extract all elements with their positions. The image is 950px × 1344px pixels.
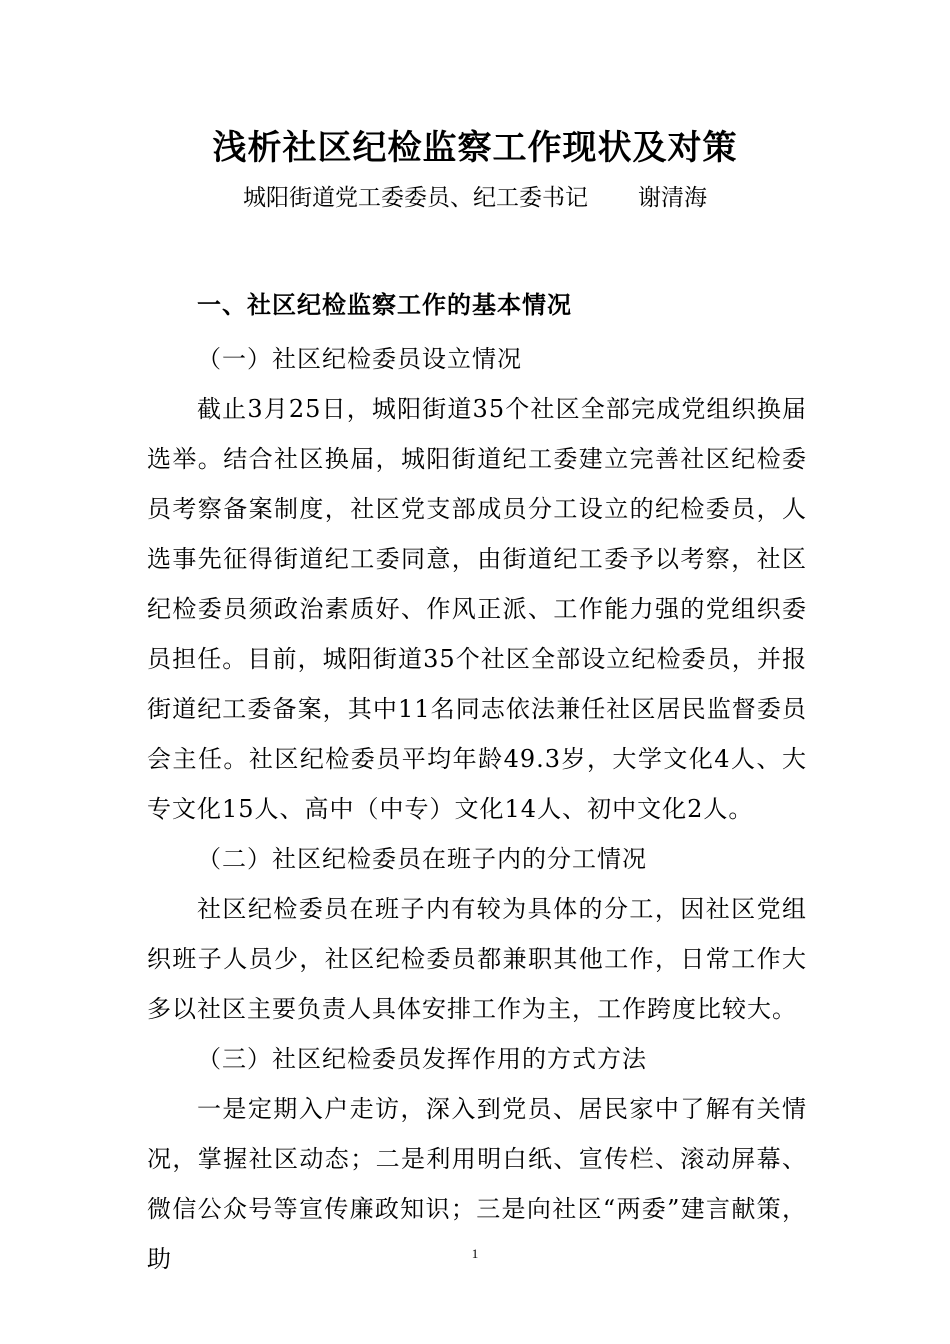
document-title: 浅析社区纪检监察工作现状及对策 bbox=[212, 128, 738, 168]
page-number: 1 bbox=[471, 1246, 479, 1261]
body-paragraph: 截止3月25日，城阳街道35个社区全部完成党组织换届选举。结合社区换届，城阳街道纪工委建立完善社区纪检委员考察备案制度，社区党支部成员分工设立的纪检委员，人选事先征得街道纪工委同意，由街道纪工委予以考察，社区纪检委员须政治素质好、作风正派、工作能力强的党组织委员担任。目前，城阳街道35个社区全部设立纪检委员，并报街道纪工委备案，其中11名同志依法兼任社区居民监督委员会主任。社区纪检委员平均年龄49.3岁，大学文化4人、大专文化15人、高中（中专）文化14人、初中文化2人。 bbox=[147, 395, 807, 823]
author-position: 城阳街道党工委委员、纪工委书记 bbox=[243, 185, 588, 211]
body-paragraph: 社区纪检委员在班子内有较为具体的分工，因社区党组织班子人员少，社区纪检委员都兼职其他工作，日常工作大多以社区主要负责人具体安排工作为主，工作跨度比较大。 bbox=[147, 895, 807, 1023]
subsection-heading: （一）社区纪检委员设立情况 bbox=[197, 345, 522, 373]
body-paragraph: 一是定期入户走访，深入到党员、居民家中了解有关情况，掌握社区动态；二是利用明白纸、宣传栏、滚动屏幕、微信公众号等宣传廉政知识；三是向社区“两委”建言献策，助 bbox=[147, 1095, 807, 1273]
author-name: 谢清海 bbox=[638, 185, 707, 211]
subsection-heading: （二）社区纪检委员在班子内的分工情况 bbox=[197, 845, 647, 873]
author-byline bbox=[0, 180, 950, 216]
section-heading: 一、社区纪检监察工作的基本情况 bbox=[197, 290, 572, 319]
document-body bbox=[147, 280, 807, 1284]
subsection-heading: （三）社区纪检委员发挥作用的方式方法 bbox=[197, 1045, 647, 1073]
